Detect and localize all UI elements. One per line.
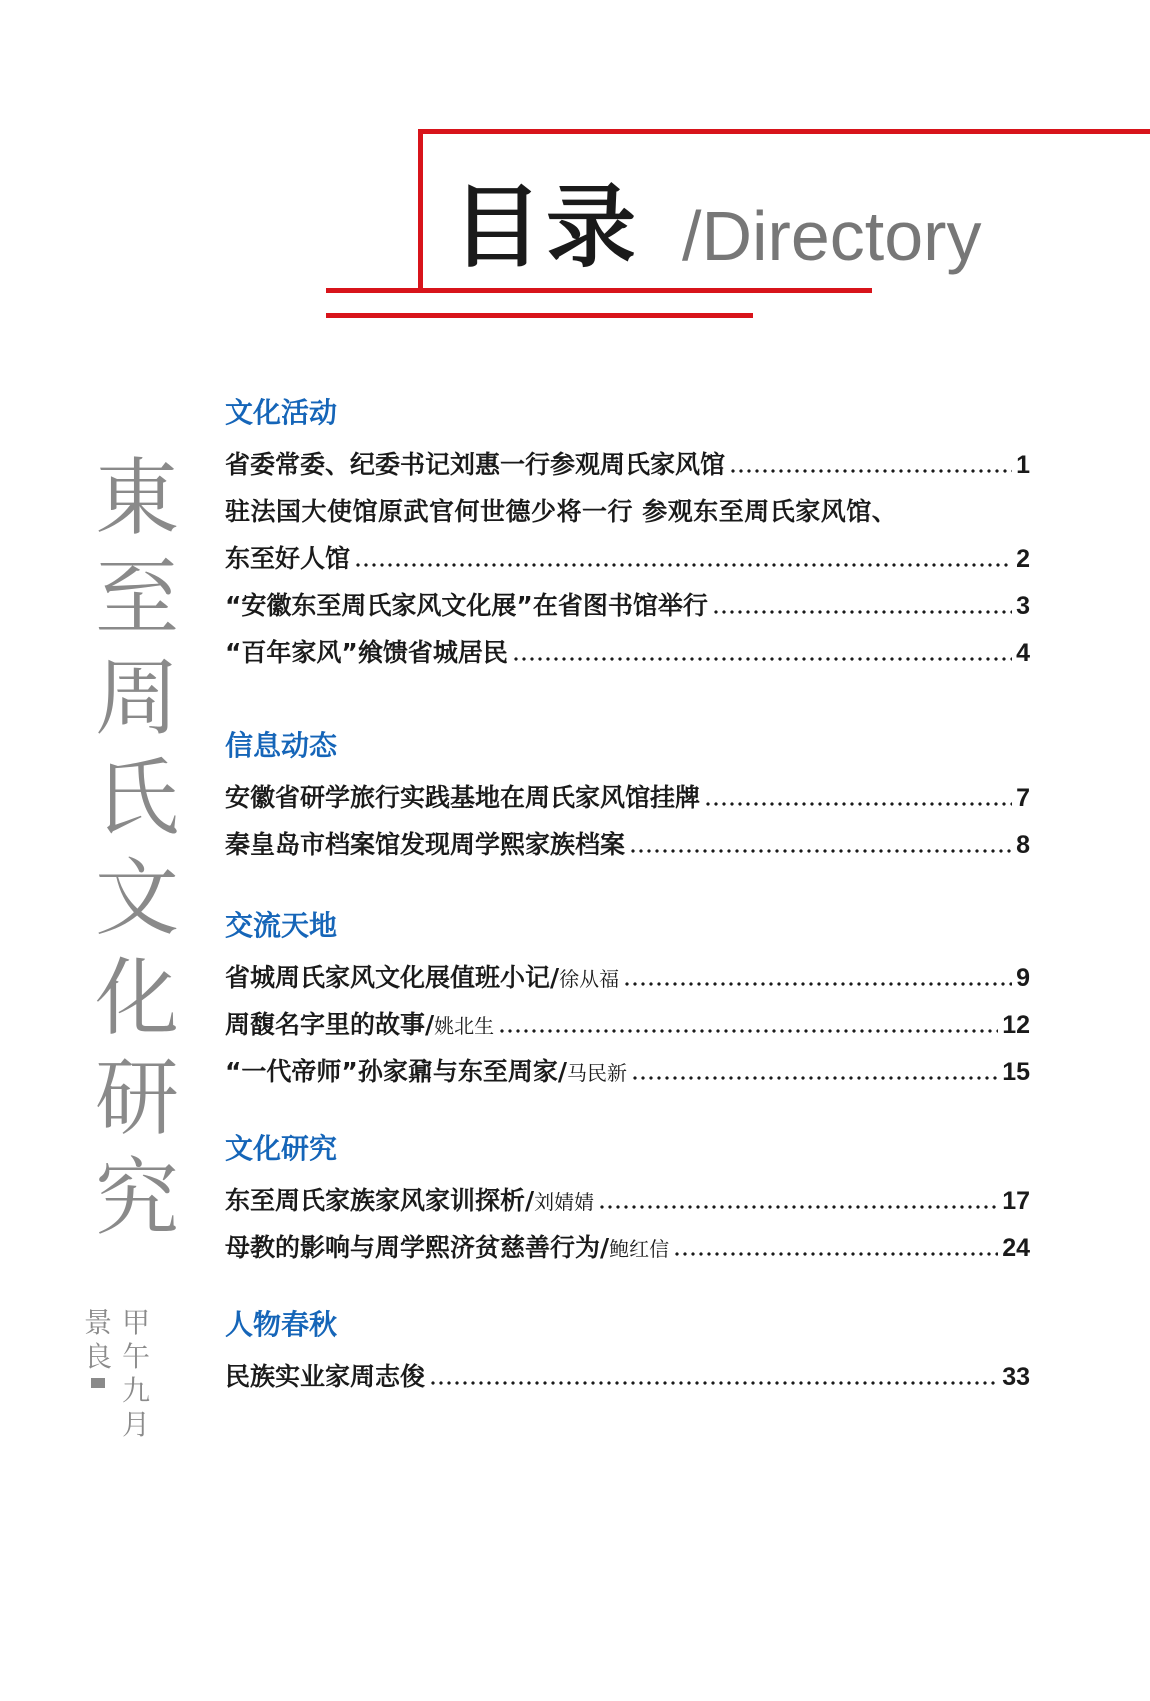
toc-entry[interactable]	[225, 821, 1030, 868]
toc-entry[interactable]	[225, 774, 1030, 821]
entry-title: 周馥名字里的故事/	[225, 1010, 435, 1039]
page-number: 1	[1016, 451, 1030, 479]
toc-entry[interactable]	[225, 1177, 1030, 1224]
toc-entry[interactable]	[225, 488, 1030, 535]
toc-section	[225, 1307, 1030, 1400]
entry-title: 母教的影响与周学熙济贫慈善行为/	[225, 1233, 610, 1262]
section-heading: 人物春秋	[225, 1308, 338, 1341]
header-underline-long	[326, 288, 872, 293]
entry-title: 省城周氏家风文化展值班小记/	[225, 963, 560, 992]
page-number: 33	[1002, 1363, 1030, 1391]
toc-entry[interactable]	[225, 535, 1030, 582]
table-of-contents	[225, 395, 1030, 1400]
page-number: 24	[1002, 1234, 1030, 1262]
signature-char: 九	[122, 1374, 151, 1407]
calligraphy-column	[82, 448, 192, 1248]
toc-section	[225, 908, 1030, 1095]
page-number: 12	[1002, 1011, 1030, 1039]
signature-char: 良	[84, 1340, 113, 1373]
signature-char: 景	[84, 1306, 113, 1339]
dot-leader	[498, 1029, 998, 1033]
page-number: 2	[1016, 545, 1030, 573]
dot-leader	[429, 1381, 998, 1385]
toc-entry[interactable]	[225, 1224, 1030, 1271]
signature-char: 午	[122, 1340, 151, 1373]
header-underline-short	[326, 313, 753, 318]
dot-leader	[631, 1076, 998, 1080]
dot-leader	[623, 982, 1012, 986]
dot-leader	[712, 610, 1012, 614]
entry-title: 秦皇岛市档案馆发现周学熙家族档案	[225, 830, 626, 859]
entry-title: 东至周氏家族家风家训探析/	[225, 1186, 535, 1215]
calligraphy-char: 至	[94, 549, 179, 647]
dot-leader	[673, 1252, 998, 1256]
signature-char: 月	[122, 1408, 151, 1441]
calligraphy-char: 周	[94, 649, 179, 747]
entry-author: 徐从福	[559, 967, 620, 991]
toc-entry[interactable]	[225, 1001, 1030, 1048]
section-heading: 文化研究	[225, 1132, 338, 1165]
section-heading: 信息动态	[225, 729, 338, 762]
page-number: 17	[1002, 1187, 1030, 1215]
toc-section	[225, 1131, 1030, 1271]
dot-leader	[512, 657, 1012, 661]
header-frame-top-line	[418, 129, 1150, 134]
entry-title: 民族实业家周志俊	[225, 1362, 426, 1391]
entry-title: “百年家风”飨馈省城居民	[225, 638, 508, 667]
calligraphy-signature	[84, 1306, 150, 1442]
page-number: 7	[1016, 784, 1030, 812]
toc-entry[interactable]	[225, 1048, 1030, 1095]
seal-stamp-icon	[91, 1378, 105, 1388]
calligraphy-char: 文	[94, 849, 179, 947]
page-number: 9	[1016, 964, 1030, 992]
toc-section	[225, 395, 1030, 676]
toc-entry[interactable]	[225, 629, 1030, 676]
entry-author: 鲍红信	[609, 1237, 670, 1261]
entry-author: 马民新	[567, 1061, 627, 1085]
page-number: 15	[1002, 1058, 1030, 1086]
signature-char: 甲	[122, 1306, 151, 1339]
dot-leader	[598, 1205, 998, 1209]
page-number: 3	[1016, 592, 1030, 620]
calligraphy-char: 究	[94, 1149, 179, 1247]
toc-entry[interactable]	[225, 441, 1030, 488]
calligraphy-char: 東	[94, 449, 179, 547]
dot-leader	[629, 849, 1012, 853]
entry-title: 省委常委、纪委书记刘惠一行参观周氏家风馆	[225, 450, 726, 479]
dot-leader	[729, 469, 1012, 473]
signature-name	[84, 1306, 112, 1442]
calligraphy-char: 研	[94, 1049, 179, 1147]
signature-date	[122, 1306, 150, 1442]
entry-author: 姚北生	[434, 1014, 495, 1038]
dot-leader	[704, 802, 1012, 806]
page-title: 目录	[452, 175, 640, 280]
entry-title: 驻法国大使馆原武官何世德少将一行 参观东至周氏家风馆、	[225, 497, 898, 526]
section-heading: 文化活动	[225, 396, 338, 429]
page-title-english: /Directory	[682, 197, 982, 275]
section-heading: 交流天地	[225, 909, 338, 942]
page-number: 8	[1016, 831, 1030, 859]
toc-entry[interactable]	[225, 954, 1030, 1001]
entry-title: 东至好人馆	[225, 544, 351, 573]
calligraphy-char: 氏	[94, 749, 179, 847]
header-frame-left-line	[418, 129, 423, 293]
entry-title: “安徽东至周氏家风文化展”在省图书馆举行	[225, 591, 708, 620]
toc-entry[interactable]	[225, 1353, 1030, 1400]
calligraphy-char: 化	[94, 949, 179, 1047]
toc-section	[225, 728, 1030, 868]
entry-title: “一代帝师”孙家鼐与东至周家/	[225, 1057, 567, 1086]
entry-author: 刘婧婧	[534, 1190, 595, 1214]
page-number: 4	[1016, 639, 1030, 667]
entry-title: 安徽省研学旅行实践基地在周氏家风馆挂牌	[225, 783, 701, 812]
toc-entry[interactable]	[225, 582, 1030, 629]
dot-leader	[354, 563, 1012, 567]
